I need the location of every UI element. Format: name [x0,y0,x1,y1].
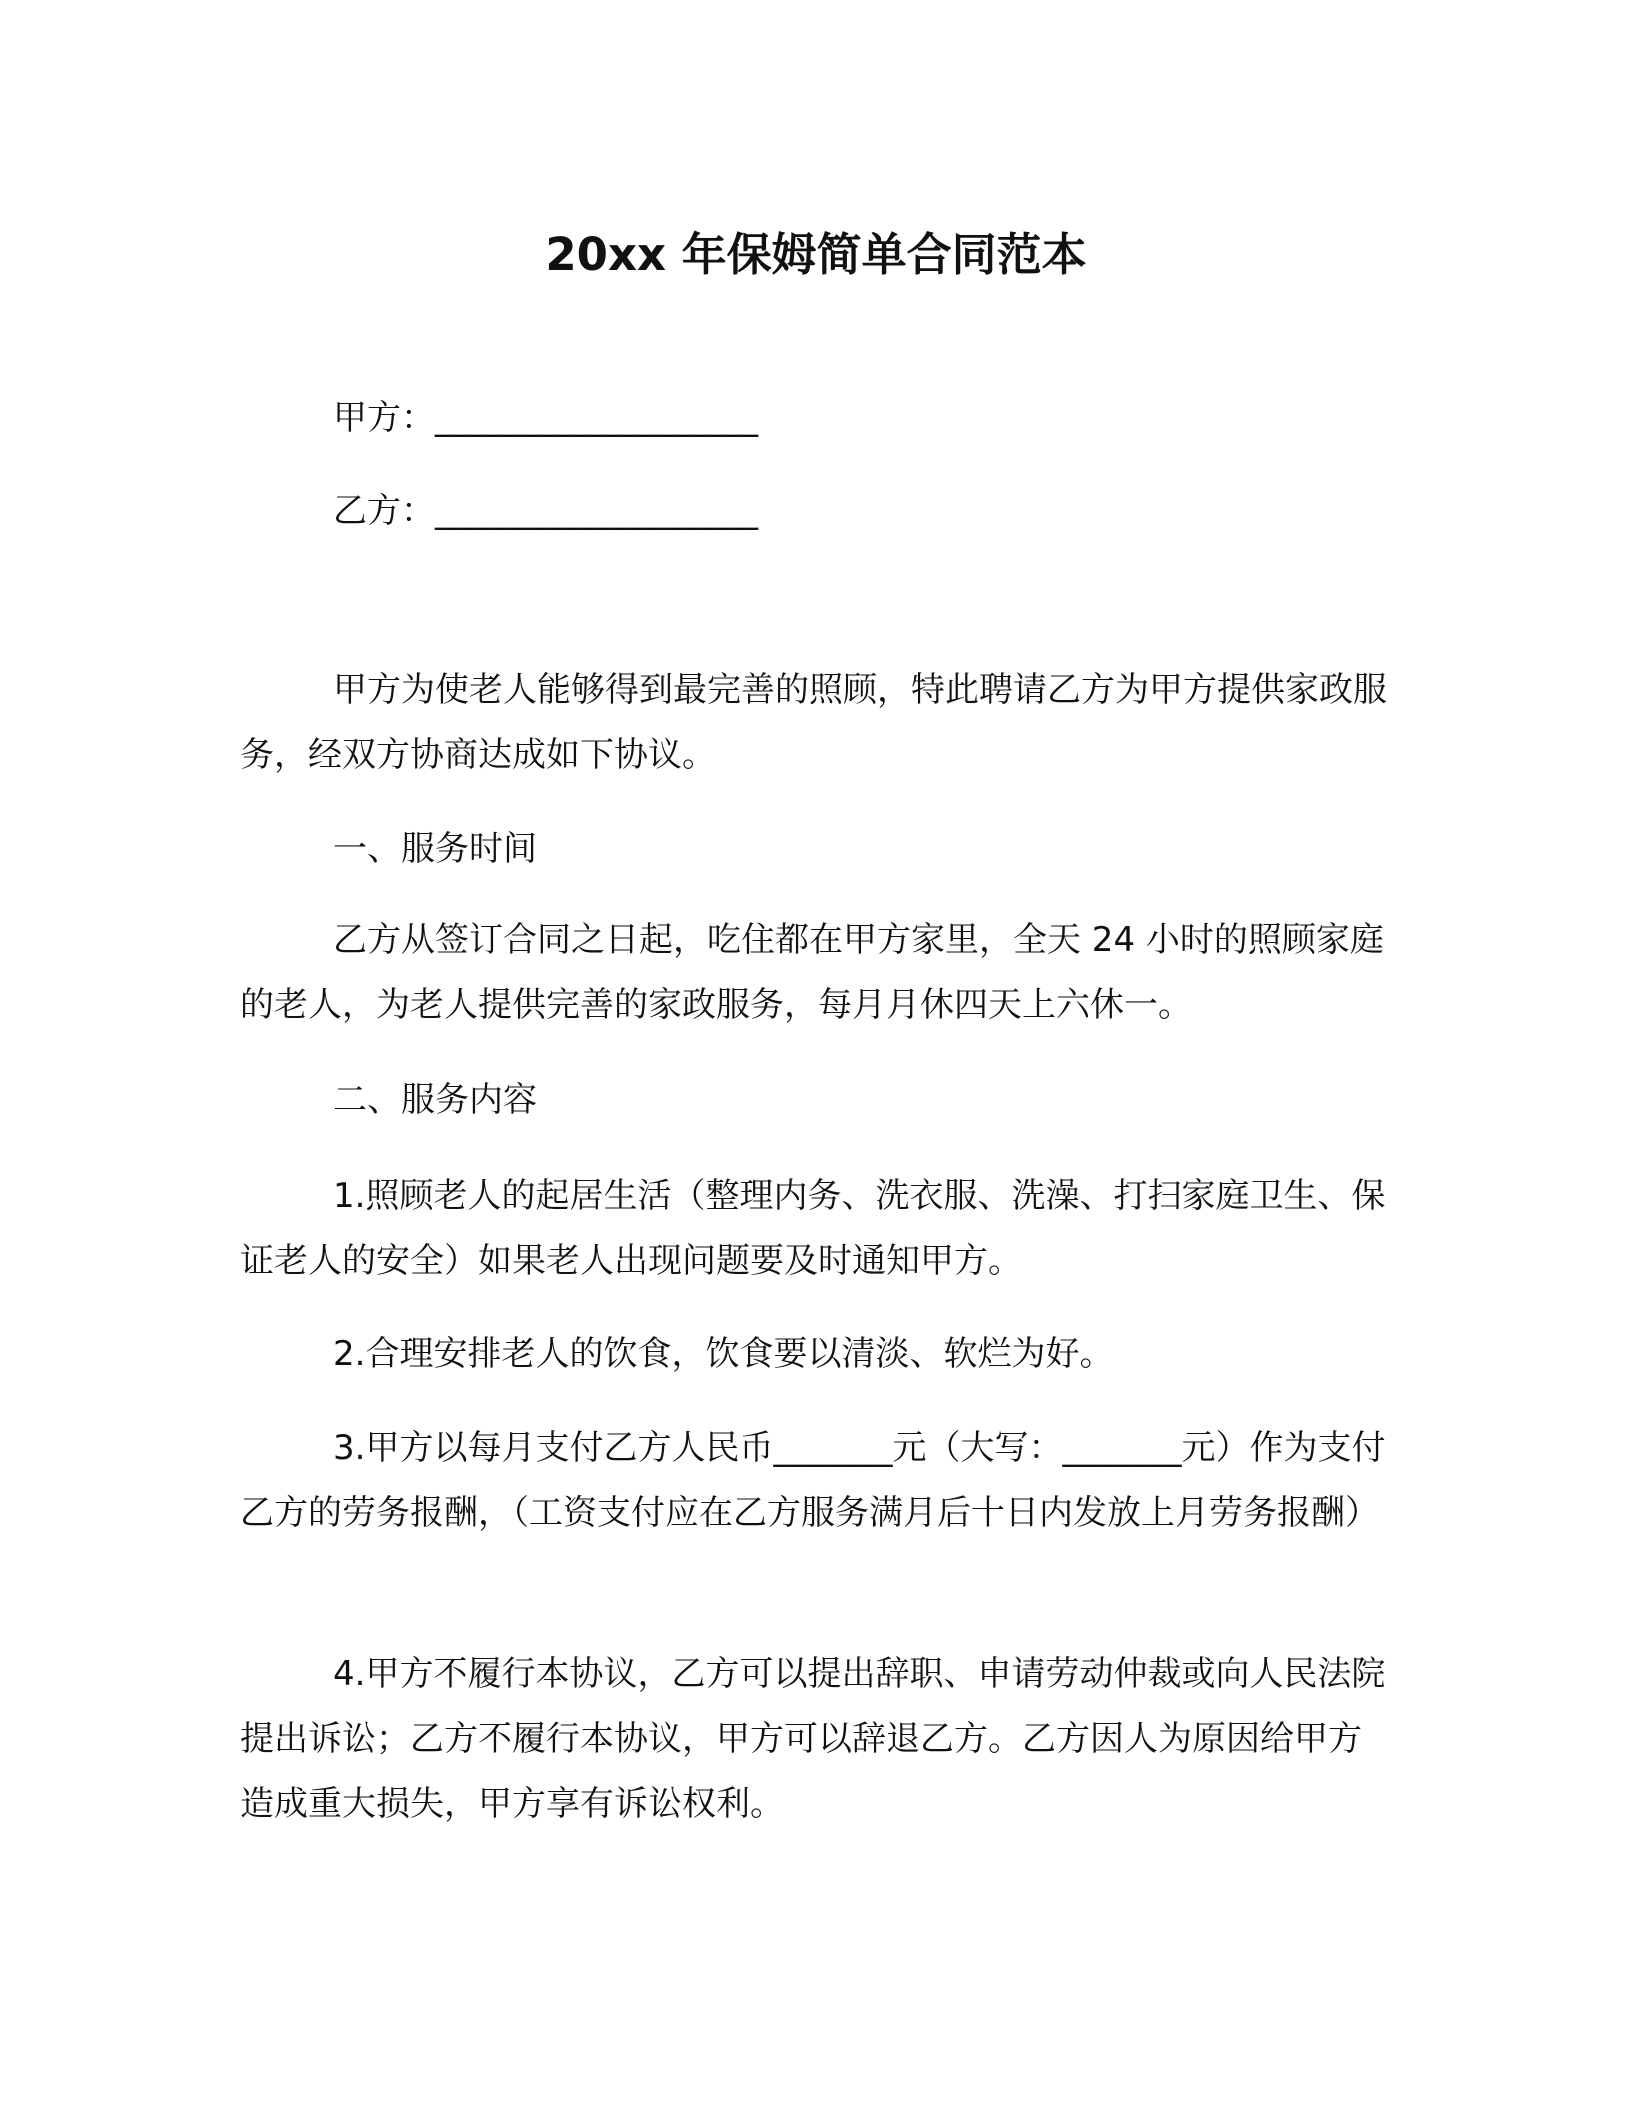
section-text-service-time: 乙方从签订合同之日起，吃住都在甲方家里，全天 24 小时的照顾家庭的老人，为老人提供完善的家政服务，每月月休四天上六休一。 [240,920,1384,1025]
party-b-line: 乙方：___________________ [333,491,758,531]
section-heading-service-time: 一、服务时间 [333,829,537,869]
document-title: 20xx 年保姆简单合同范本 [545,228,1087,281]
list-item-2: 2.合理安排老人的饮食，饮食要以清淡、软烂为好。 [333,1334,1114,1374]
list-item-4: 4.甲方不履行本协议，乙方可以提出辞职、申请劳动仲裁或向人民法院提出诉讼；乙方不履行本协议，甲方可以辞退乙方。乙方因人为原因给甲方造成重大损失，甲方享有诉讼权利。 [240,1654,1386,1824]
section-heading-service-content: 二、服务内容 [333,1080,537,1120]
party-a-line: 甲方：___________________ [333,398,758,438]
list-item-1: 1.照顾老人的起居生活（整理内务、洗衣服、洗澡、打扫家庭卫生、保证老人的安全）如果老人出现问题要及时通知甲方。 [240,1176,1386,1281]
intro-paragraph: 甲方为使老人能够得到最完善的照顾，特此聘请乙方为甲方提供家政服务，经双方协商达成如下协议。 [240,670,1387,775]
list-item-3: 3.甲方以每月支付乙方人民币_______元（大写：_______元）作为支付乙方的劳务报酬，（工资支付应在乙方服务满月后十日内发放上月劳务报酬） [240,1428,1386,1533]
